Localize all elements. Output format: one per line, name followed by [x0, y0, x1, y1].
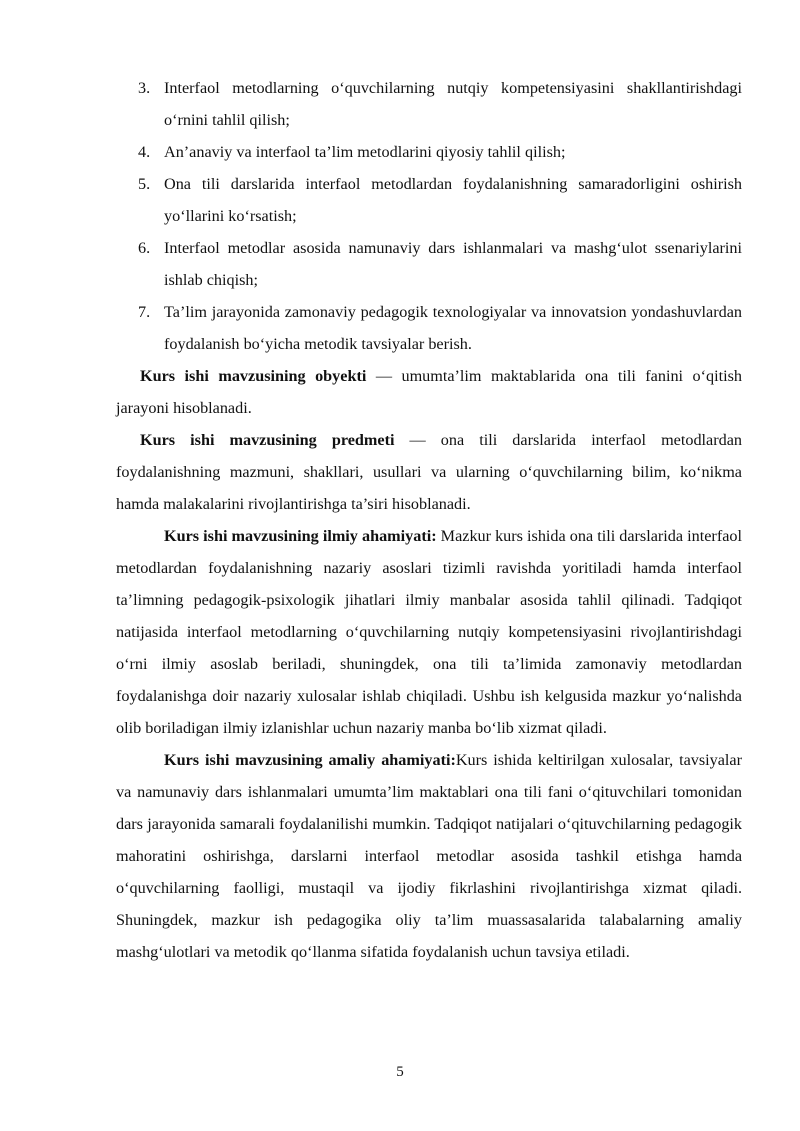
task-number: 3. [138, 79, 151, 97]
task-number: 4. [138, 143, 151, 161]
scientific-significance-heading: Kurs ishi mavzusining ilmiy ahamiyati: [164, 527, 437, 545]
task-list [116, 72, 742, 360]
task-text: An’anaviy va interfaol ta’lim metodlarini qiyosiy tahlil qilish; [164, 143, 566, 161]
task-item-3 [116, 72, 742, 136]
practical-significance-text: Kurs ishida keltirilgan xulosalar, tavsiyalar va namunaviy dars ishlanmalari umumta’lim maktablari ona tili fani o‘qituvchilari tomonidan dars jarayonida samarali foydalanilishi mumkin. Tadqiqot natijalari o‘qituvchilarning pedagogik mahoratini oshirishga, darslarni interfaol metodlar asosida tashkil etishga hamda o‘quvchilarning faolligi, mustaqil va ijodiy fikrlashini rivojlantirishga xizmat qiladi. Shuningdek, mazkur ish pedagogika oliy ta’lim muassasalarida talabalarning amaliy mashg‘ulotlari va metodik qo‘llanma sifatida foydalanish uchun tavsiya etiladi. [116, 751, 743, 961]
task-item-5 [116, 168, 742, 232]
object-text: — umumta’lim maktablarida ona tili fanini o‘qitish jarayoni hisoblanadi. [116, 367, 742, 417]
task-number: 7. [138, 303, 151, 321]
object-paragraph [116, 360, 742, 424]
subject-heading: Kurs ishi mavzusining predmeti [140, 431, 395, 449]
scientific-significance-paragraph [116, 520, 742, 744]
task-text: Interfaol metodlarning o‘quvchilarning nutqiy kompetensiyasini shakllantirishdagi o‘rnini tahlil qilish; [164, 79, 742, 129]
task-item-4 [116, 136, 742, 168]
task-number: 6. [138, 239, 151, 257]
task-number: 5. [138, 175, 151, 193]
task-text: Ta’lim jarayonida zamonaviy pedagogik texnologiyalar va innovatsion yondashuvlardan foydalanish bo‘yicha metodik tavsiyalar berish. [164, 303, 742, 353]
task-text: Ona tili darslarida interfaol metodlardan foydalanishning samaradorligini oshirish yo‘llarini ko‘rsatish; [164, 175, 742, 225]
task-item-7 [116, 296, 742, 360]
task-item-6 [116, 232, 742, 296]
subject-text: — ona tili darslarida interfaol metodlardan foydalanishning mazmuni, shakllari, usullari va ularning o‘quvchilarning bilim, ko‘nikma hamda malakalarini rivojlantirishga ta’siri hisoblanadi. [116, 431, 742, 513]
page-number: 5 [396, 1064, 404, 1080]
subject-paragraph [116, 424, 742, 520]
object-heading: Kurs ishi mavzusining obyekti [140, 367, 367, 385]
practical-significance-paragraph [116, 744, 742, 968]
practical-significance-heading: Kurs ishi mavzusining amaliy ahamiyati: [164, 751, 456, 769]
page-content [116, 72, 742, 968]
scientific-significance-text: Mazkur kurs ishida ona tili darslarida interfaol metodlardan foydalanishning nazariy asoslari tizimli ravishda yoritiladi hamda interfaol ta’limning pedagogik-psixologik jihatlari ilmiy manbalar asosida tahlil qilinadi. Tadqiqot natijasida interfaol metodlarning o‘quvchilarning nutqiy kompetensiyasini rivojlantirishdagi o‘rni ilmiy asoslab beriladi, shuningdek, ona tili ta’limida zamonaviy metodlardan foydalanishga doir nazariy xulosalar ishlab chiqiladi. Ushbu ish kelgusida mazkur yo‘nalishda olib boriladigan ilmiy izlanishlar uchun nazariy manba bo‘lib xizmat qiladi. [116, 527, 742, 737]
task-text: Interfaol metodlar asosida namunaviy dars ishlanmalari va mashg‘ulot ssenariylarini ishlab chiqish; [164, 239, 742, 289]
